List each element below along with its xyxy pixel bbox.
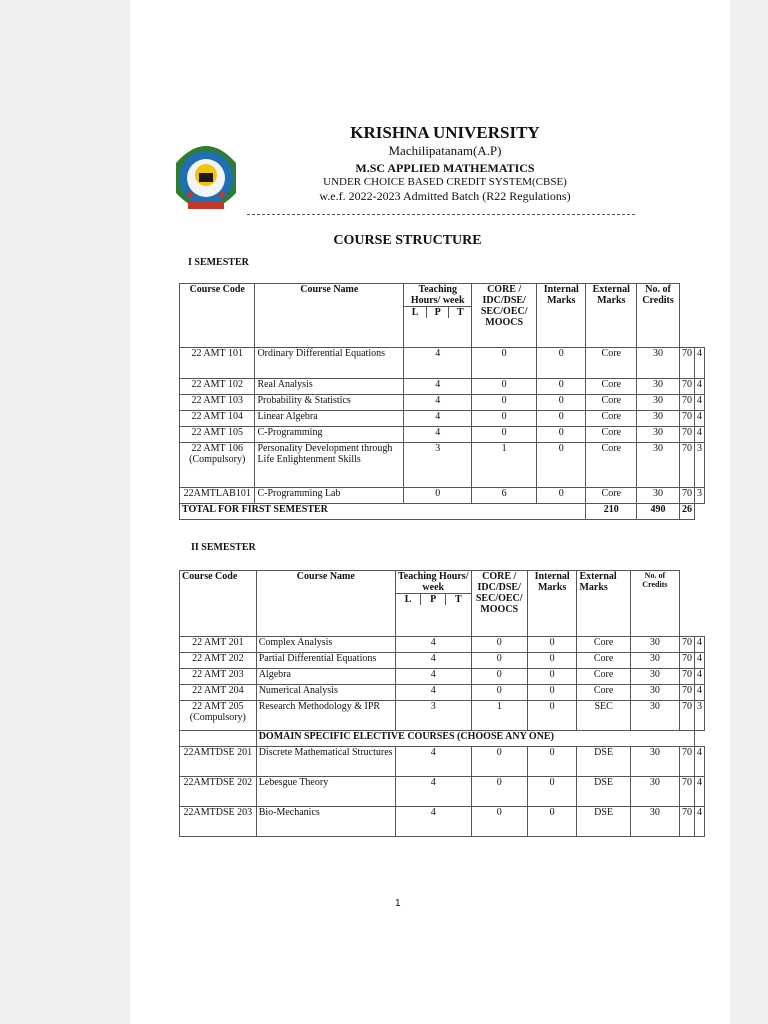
header-teaching-hours (395, 571, 471, 637)
course-type: Core (577, 653, 630, 669)
table-row (180, 685, 705, 701)
table-row (180, 443, 705, 488)
internal-marks: 30 (630, 747, 679, 777)
hours-t: 0 (537, 411, 586, 427)
course-type: Core (586, 411, 637, 427)
hours-t: 0 (527, 747, 577, 777)
header-l: L (396, 594, 421, 606)
credits: 4 (695, 637, 705, 653)
credits: 4 (695, 411, 705, 427)
table-row (180, 777, 705, 807)
hours-l: 4 (395, 637, 471, 653)
table-row (180, 348, 705, 379)
header-p: P (427, 307, 449, 319)
hours-l: 4 (395, 669, 471, 685)
course-name: C-Programming (255, 427, 404, 443)
university-location: Machilipatanam(A.P) (388, 143, 502, 158)
credit-system: UNDER CHOICE BASED CREDIT SYSTEM(CBSE) (323, 176, 567, 188)
course-type: Core (586, 379, 637, 395)
table-row (180, 379, 705, 395)
course-name: Research Methodology & IPR (256, 701, 395, 731)
hours-t: 0 (527, 637, 577, 653)
page-number: 1 (395, 898, 401, 909)
hours-l: 4 (395, 807, 471, 837)
course-type: Core (586, 348, 637, 379)
hours-p: 0 (472, 395, 537, 411)
course-name: Numerical Analysis (256, 685, 395, 701)
course-code: 22 AMT 101 (180, 348, 255, 379)
hours-p: 0 (472, 411, 537, 427)
internal-marks: 30 (630, 685, 679, 701)
semester-1-heading: I SEMESTER (188, 257, 249, 268)
hours-l: 4 (395, 777, 471, 807)
hours-p: 0 (471, 747, 527, 777)
course-type: DSE (577, 747, 630, 777)
credits: 4 (695, 653, 705, 669)
internal-marks: 30 (637, 488, 680, 504)
external-marks: 70 (680, 395, 695, 411)
header-credits: No. of Credits (637, 284, 680, 348)
hours-t: 0 (527, 701, 577, 731)
credits: 4 (695, 807, 705, 837)
course-type: Core (586, 488, 637, 504)
hours-l: 4 (404, 348, 472, 379)
credits: 4 (695, 379, 705, 395)
total-label: TOTAL FOR FIRST SEMESTER (180, 504, 586, 520)
programme-name: M.SC APPLIED MATHEMATICS (355, 161, 535, 175)
course-name: Bio-Mechanics (256, 807, 395, 837)
hours-p: 0 (471, 777, 527, 807)
course-name: Complex Analysis (256, 637, 395, 653)
course-name: Linear Algebra (255, 411, 404, 427)
header-course-name: Course Name (255, 284, 404, 348)
course-name: Real Analysis (255, 379, 404, 395)
hours-l: 3 (395, 701, 471, 731)
header-teaching-hours (404, 284, 472, 348)
credits: 4 (695, 669, 705, 685)
course-code: 22 AMT 205 (Compulsory) (180, 701, 257, 731)
course-code: 22 AMT 202 (180, 653, 257, 669)
hours-t: 0 (527, 807, 577, 837)
hours-t: 0 (537, 443, 586, 488)
external-marks: 70 (680, 701, 695, 731)
hours-l: 4 (395, 685, 471, 701)
course-name: C-Programming Lab (255, 488, 404, 504)
internal-marks: 30 (630, 669, 679, 685)
external-marks: 70 (680, 669, 695, 685)
internal-marks: 30 (637, 395, 680, 411)
table-row (180, 411, 705, 427)
external-marks: 70 (680, 685, 695, 701)
course-type: Core (586, 427, 637, 443)
external-marks: 70 (680, 653, 695, 669)
course-code: 22 AMT 204 (180, 685, 257, 701)
external-marks: 70 (680, 747, 695, 777)
hours-p: 6 (472, 488, 537, 504)
hours-p: 0 (471, 669, 527, 685)
batch-info: w.e.f. 2022-2023 Admitted Batch (R22 Regulations) (319, 189, 571, 203)
header-internal-marks: Internal Marks (527, 571, 577, 637)
hours-t: 0 (537, 348, 586, 379)
external-marks: 70 (680, 777, 695, 807)
internal-marks: 30 (637, 379, 680, 395)
hours-l: 4 (404, 411, 472, 427)
hours-t: 0 (537, 427, 586, 443)
elective-heading: DOMAIN SPECIFIC ELECTIVE COURSES (CHOOSE ANY ONE) (256, 731, 694, 747)
hours-t: 0 (527, 653, 577, 669)
header-credits: No. of Credits (630, 571, 679, 637)
header-teaching-label: Teaching Hours/ week (410, 284, 465, 306)
course-name: Partial Differential Equations (256, 653, 395, 669)
credits: 4 (695, 395, 705, 411)
internal-marks: 30 (630, 701, 679, 731)
course-type: Core (577, 637, 630, 653)
total-external: 490 (637, 504, 680, 520)
header-teaching-label: Teaching Hours/ week (398, 571, 469, 593)
course-type: DSE (577, 807, 630, 837)
course-code: 22 AMT 102 (180, 379, 255, 395)
external-marks: 70 (680, 379, 695, 395)
credits: 4 (695, 427, 705, 443)
hours-l: 3 (404, 443, 472, 488)
table-row (180, 747, 705, 777)
course-code: 22 AMT 201 (180, 637, 257, 653)
hours-p: 0 (472, 348, 537, 379)
course-code: 22 AMT 103 (180, 395, 255, 411)
header-course-type: CORE / IDC/DSE/ SEC/OEC/ MOOCS (471, 571, 527, 637)
hours-p: 0 (472, 427, 537, 443)
course-structure-title: COURSE STRUCTURE (333, 233, 482, 248)
internal-marks: 30 (637, 411, 680, 427)
external-marks: 70 (680, 807, 695, 837)
semester-2-table (179, 570, 705, 837)
semester-2-heading: II SEMESTER (191, 542, 256, 553)
table-row (180, 427, 705, 443)
course-name: Algebra (256, 669, 395, 685)
table-row (180, 807, 705, 837)
hours-p: 0 (471, 653, 527, 669)
course-type: Core (586, 395, 637, 411)
hours-p: 1 (472, 443, 537, 488)
hours-t: 0 (537, 488, 586, 504)
course-name: Lebesgue Theory (256, 777, 395, 807)
header-course-name: Course Name (256, 571, 395, 637)
course-name: Discrete Mathematical Structures (256, 747, 395, 777)
header-t: T (449, 307, 471, 319)
hours-t: 0 (527, 685, 577, 701)
course-code: 22AMTDSE 201 (180, 747, 257, 777)
course-code: 22AMTDSE 203 (180, 807, 257, 837)
hours-p: 1 (471, 701, 527, 731)
credits: 3 (695, 488, 705, 504)
course-name: Personality Development through Life Enlightenment Skills (255, 443, 404, 488)
hours-p: 0 (471, 637, 527, 653)
credits: 4 (695, 685, 705, 701)
credits: 4 (695, 348, 705, 379)
hours-t: 0 (537, 379, 586, 395)
header-course-type: CORE / IDC/DSE/ SEC/OEC/ MOOCS (472, 284, 537, 348)
hours-l: 4 (404, 427, 472, 443)
course-type: DSE (577, 777, 630, 807)
table-row (180, 701, 705, 731)
hours-t: 0 (527, 669, 577, 685)
course-type: Core (586, 443, 637, 488)
table-row (180, 653, 705, 669)
header-external-marks: External Marks (586, 284, 637, 348)
dashed-divider (247, 214, 635, 215)
internal-marks: 30 (637, 427, 680, 443)
external-marks: 70 (680, 443, 695, 488)
header-course-code: Course Code (180, 571, 257, 637)
hours-t: 0 (527, 777, 577, 807)
internal-marks: 30 (630, 807, 679, 837)
table-row (180, 395, 705, 411)
university-seal-icon (168, 133, 244, 221)
course-code: 22AMTDSE 202 (180, 777, 257, 807)
credits: 3 (695, 701, 705, 731)
external-marks: 70 (680, 427, 695, 443)
internal-marks: 30 (637, 348, 680, 379)
internal-marks: 30 (630, 637, 679, 653)
hours-l: 4 (395, 653, 471, 669)
course-code: 22 AMT 203 (180, 669, 257, 685)
course-code: 22 AMT 106 (Compulsory) (180, 443, 255, 488)
hours-p: 0 (472, 379, 537, 395)
hours-p: 0 (471, 685, 527, 701)
internal-marks: 30 (630, 777, 679, 807)
hours-p: 0 (471, 807, 527, 837)
table-row (180, 637, 705, 653)
total-internal: 210 (586, 504, 637, 520)
hours-l: 4 (404, 395, 472, 411)
total-credits: 26 (680, 504, 695, 520)
external-marks: 70 (680, 411, 695, 427)
credits: 3 (695, 443, 705, 488)
table-row (180, 488, 705, 504)
course-type: Core (577, 669, 630, 685)
internal-marks: 30 (630, 653, 679, 669)
university-name: KRISHNA UNIVERSITY (350, 123, 540, 142)
semester-1-table (179, 283, 705, 520)
credits: 4 (695, 777, 705, 807)
header-external-marks: External Marks (577, 571, 630, 637)
header-t: T (446, 594, 471, 606)
hours-l: 0 (404, 488, 472, 504)
hours-t: 0 (537, 395, 586, 411)
header-p: P (421, 594, 446, 606)
course-code: 22AMTLAB101 (180, 488, 255, 504)
course-code: 22 AMT 104 (180, 411, 255, 427)
header-course-code: Course Code (180, 284, 255, 348)
course-type: Core (577, 685, 630, 701)
course-name: Probability & Statistics (255, 395, 404, 411)
table-row (180, 669, 705, 685)
header-internal-marks: Internal Marks (537, 284, 586, 348)
course-code: 22 AMT 105 (180, 427, 255, 443)
course-type: SEC (577, 701, 630, 731)
header-l: L (404, 307, 426, 319)
hours-l: 4 (404, 379, 472, 395)
external-marks: 70 (680, 348, 695, 379)
course-name: Ordinary Differential Equations (255, 348, 404, 379)
external-marks: 70 (680, 637, 695, 653)
external-marks: 70 (680, 488, 695, 504)
internal-marks: 30 (637, 443, 680, 488)
credits: 4 (695, 747, 705, 777)
hours-l: 4 (395, 747, 471, 777)
